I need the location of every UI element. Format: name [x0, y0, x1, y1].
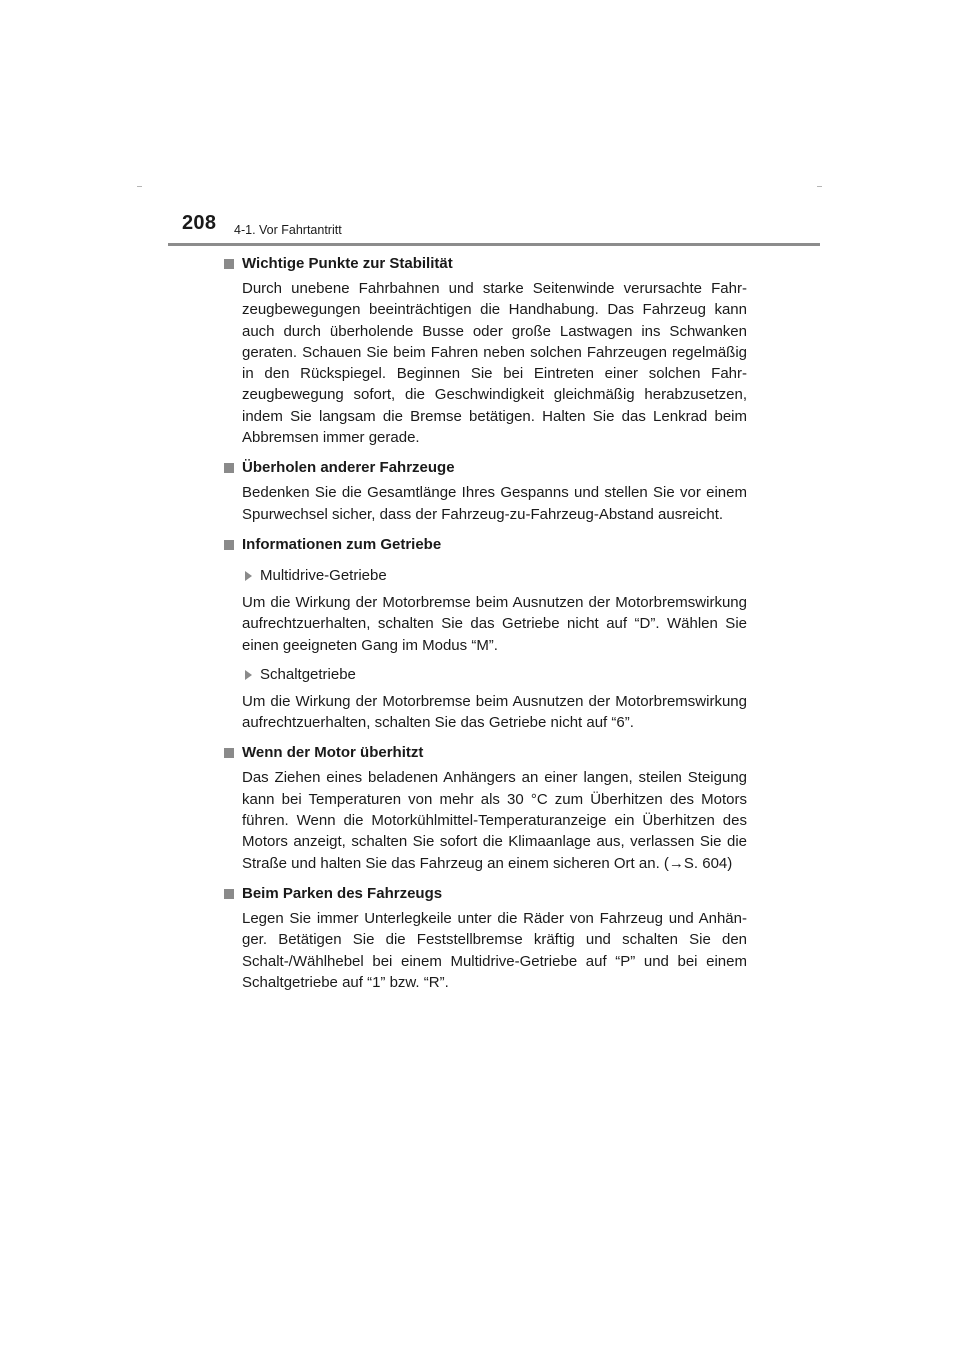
- sub-item-paragraph: Um die Wirkung der Motorbremse beim Ausnutzen der Motorbremswirkung aufrechtzuerhalten, schalten Sie das Getriebe nicht auf “6”.: [242, 692, 747, 732]
- sub-item-multidrive: Multidrive-Getriebe: [242, 565, 747, 586]
- section-paragraph: Bedenken Sie die Gesamtlänge Ihres Gespanns und stellen Sie vor einem Spurwechsel sicher, dass der Fahrzeug-zu-Fahrzeug-Abstand ausreicht.: [242, 484, 747, 523]
- section-transmission: [222, 533, 747, 733]
- page-content: [222, 252, 747, 993]
- square-bullet-icon: [224, 889, 234, 899]
- section-heading: Wichtige Punkte zur Stabilität: [222, 252, 747, 276]
- square-bullet-icon: [224, 540, 234, 550]
- section-paragraph: Durch unebene Fahrbahnen und starke Seitenwinde verursachte Fahrzeugbewegungen beeinträchtigen die Handhabung. Das Fahrzeug kann auch durch überholende Busse oder große Lastwagen ins Schwanken geraten. Schauen Sie beim Fahren neben solchen Fahrzeugen regelmäßig in den Rückspiegel. Beginnen Sie bei Eintreten einer solchen Fahrzeugbewegung sofort, die Geschwindigkeit gleichmäßig herabzusetzen, indem Sie langsam die Bremse betätigen. Halten Sie das Lenkrad beim Abbremsen immer gerade.: [242, 280, 747, 447]
- section-stability: [222, 252, 747, 448]
- section-overtaking: [222, 456, 747, 525]
- section-heading: Wenn der Motor überhitzt: [222, 741, 747, 765]
- section-heading: Informationen zum Getriebe: [222, 533, 747, 557]
- square-bullet-icon: [224, 463, 234, 473]
- section-overheating: [222, 741, 747, 873]
- header-rule: [168, 243, 820, 246]
- section-paragraph: Legen Sie immer Unterlegkeile unter die Räder von Fahrzeug und Anhänger. Betätigen Sie die Feststellbremse kräftig und schalten Sie den Schalt-/Wählhebel bei einem Multidrive-Getriebe auf “P” und bei einem Schaltgetriebe auf “1” bzw. “R”.: [242, 909, 747, 991]
- section-heading: Überholen anderer Fahrzeuge: [222, 456, 747, 480]
- square-bullet-icon: [224, 748, 234, 758]
- triangle-bullet-icon: [245, 571, 252, 581]
- sub-item-manual: Schaltgetriebe: [242, 664, 747, 685]
- sub-item-paragraph: Um die Wirkung der Motorbremse beim Ausnutzen der Motorbremswirkung aufrechtzuerhalten, schalten Sie das Getriebe nicht auf “D”. Wählen Sie einen geeigneten Gang im Modus “M”.: [242, 593, 747, 654]
- section-title: 4-1. Vor Fahrtantritt: [234, 223, 342, 237]
- section-paragraph: Das Ziehen eines beladenen Anhängers an einer langen, steilen Steigung kann bei Temperaturen von mehr als 30 °C zum Überhitzen des Motors führen. Wenn die Motorkühlmittel-Temperaturanzeige ein Überhitzen des Motors anzeigt, schalten Sie sofort die Klimaanlage aus, verlassen Sie die Straße und halten Sie das Fahrzeug an einem sicheren Ort an. (→S. 604): [242, 769, 747, 872]
- section-parking: [222, 882, 747, 993]
- triangle-bullet-icon: [245, 670, 252, 680]
- page-number: 208: [182, 212, 217, 234]
- square-bullet-icon: [224, 259, 234, 269]
- section-heading: Beim Parken des Fahrzeugs: [222, 882, 747, 906]
- page-header: [0, 0, 960, 250]
